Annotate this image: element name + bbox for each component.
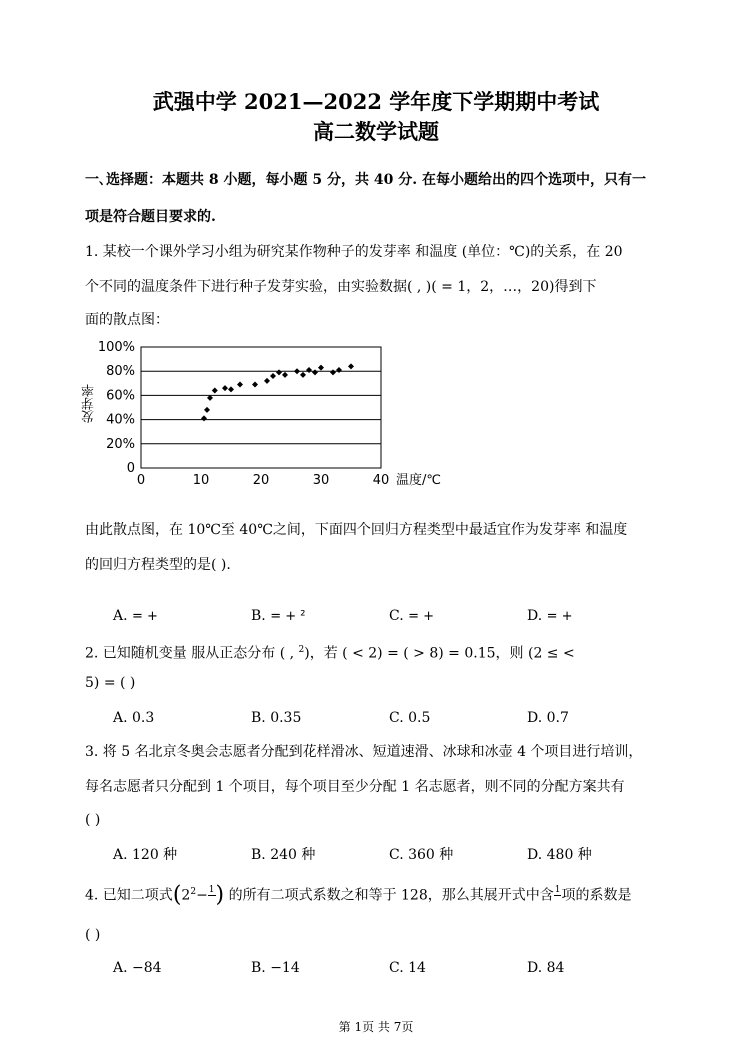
q3-option-d: D. 480 种 bbox=[527, 847, 592, 863]
chart-point bbox=[282, 372, 288, 378]
chart-y-tick-label: 60% bbox=[106, 388, 135, 404]
q2-line1 bbox=[85, 640, 575, 664]
q2-line1-a: 2. 已知随机变量 服从正态分布 ( , bbox=[85, 645, 299, 662]
q1-option-b bbox=[251, 606, 305, 627]
q4-term-fraction-numerator: 1 bbox=[554, 885, 561, 896]
chart-x-tick-label: 20 bbox=[252, 473, 270, 488]
q4-fraction-numerator: 1 bbox=[208, 885, 215, 896]
q4-option-b: B. −14 bbox=[251, 960, 300, 976]
scatter-chart bbox=[78, 336, 458, 490]
q1-after-line2: 的回归方程类型的是( ). bbox=[85, 557, 231, 573]
q2-sigma-exponent: 2 bbox=[298, 645, 305, 655]
q4-binom-a: 2 bbox=[181, 887, 191, 904]
chart-y-ticks bbox=[98, 340, 135, 476]
chart-point bbox=[228, 386, 234, 392]
chart-plot-frame bbox=[141, 347, 381, 468]
chart-y-tick-label: 100% bbox=[97, 340, 135, 355]
chart-point bbox=[312, 369, 318, 375]
q3-line2: 每名志愿者只分配到 1 个项目，每个项目至少分配 1 名志愿者，则不同的分配方案共有 bbox=[85, 779, 625, 795]
chart-point bbox=[237, 382, 243, 388]
section-heading-line1: 一､选择题：本题共 8 小题，每小题 5 分，共 40 分. 在每小题给出的四个选项中，只有一 bbox=[85, 172, 646, 188]
chart-points bbox=[201, 363, 354, 421]
q4-prefix: 4. 已知二项式 bbox=[85, 887, 173, 904]
chart-x-tick-label: 10 bbox=[192, 473, 210, 488]
q2-line1-b: )，若 ( < 2) = ( > 8) = 0.15，则 (2 ≤ < bbox=[304, 645, 575, 662]
q1-line1: 1. 某校一个课外学习小组为研究某作物种子的发芽率 和温度 (单位：℃)的关系，在 20 bbox=[85, 244, 623, 260]
chart-point bbox=[212, 388, 218, 394]
chart-point bbox=[336, 367, 342, 373]
q4-line1 bbox=[85, 882, 631, 906]
q1-option-d-label: D. bbox=[527, 608, 543, 624]
q1-option-b-label: B. bbox=[251, 608, 266, 624]
q1-option-d-text: = + bbox=[546, 609, 573, 624]
q1-after-line1: 由此散点图，在 10℃至 40℃之间，下面四个回归方程类型中最适宜作为发芽率 和温度 bbox=[85, 522, 628, 538]
q4-paren-right: ) bbox=[215, 882, 225, 908]
chart-point bbox=[300, 372, 306, 378]
q4-binom-minus: − bbox=[196, 887, 208, 904]
chart-y-tick-label: 0 bbox=[126, 461, 135, 476]
q1-option-c-text: = + bbox=[408, 609, 435, 624]
chart-point bbox=[264, 378, 270, 384]
q4-option-d: D. 84 bbox=[527, 960, 565, 976]
q2-option-d: D. 0.7 bbox=[527, 710, 569, 726]
chart-y-axis-label: 发芽率 bbox=[82, 384, 97, 423]
q4-paren-left: ( bbox=[172, 882, 182, 908]
chart-x-tick-label: 0 bbox=[136, 473, 146, 488]
q3-option-c: C. 360 种 bbox=[389, 847, 454, 863]
q1-option-a bbox=[113, 606, 158, 627]
q4-suffix2: 项的系数是 bbox=[561, 887, 632, 904]
chart-point bbox=[294, 368, 300, 374]
q1-option-d bbox=[527, 606, 573, 627]
q4-option-a: A. −84 bbox=[113, 960, 162, 976]
chart-grid bbox=[141, 347, 381, 468]
q2-option-b: B. 0.35 bbox=[251, 710, 302, 726]
chart-point bbox=[318, 365, 324, 371]
chart-point bbox=[330, 369, 336, 375]
q4-option-c: C. 14 bbox=[389, 960, 426, 976]
q1-option-c bbox=[389, 606, 434, 627]
q1-option-a-label: A. bbox=[113, 608, 128, 624]
chart-point bbox=[252, 382, 258, 388]
chart-x-tick-label: 40 bbox=[372, 473, 390, 488]
chart-point bbox=[270, 373, 276, 379]
chart-x-label: 温度/℃ bbox=[396, 473, 441, 488]
q1-option-b-text: = + ² bbox=[270, 609, 306, 624]
q3-line3: ( ) bbox=[85, 812, 101, 828]
q2-option-a: A. 0.3 bbox=[113, 710, 155, 726]
q2-option-c: C. 0.5 bbox=[389, 710, 431, 726]
chart-point bbox=[306, 367, 312, 373]
q4-suffix: 的所有二项式系数之和等于 128，那么其展开式中含 bbox=[228, 887, 554, 904]
q3-option-a: A. 120 种 bbox=[113, 847, 178, 863]
exam-title: 武强中学 2021—2022 学年度下学期期中考试 bbox=[152, 89, 600, 114]
q2-line2: 5) = ( ) bbox=[85, 675, 136, 691]
q1-option-c-label: C. bbox=[389, 608, 404, 624]
q1-option-a-text: = + bbox=[132, 609, 158, 624]
section-heading-line2: 项是符合题目要求的. bbox=[85, 209, 216, 225]
q3-line1: 3. 将 5 名北京冬奥会志愿者分配到花样滑冰、短道速滑、冰球和冰壶 4 个项目进行培训， bbox=[85, 744, 643, 760]
chart-point bbox=[348, 363, 354, 369]
chart-y-tick-label: 20% bbox=[106, 436, 135, 452]
chart-y-tick-label: 40% bbox=[106, 412, 135, 428]
q4-fraction bbox=[208, 886, 216, 905]
page-footer: 第 1页 共 7页 bbox=[338, 1020, 414, 1034]
q1-line3: 面的散点图： bbox=[85, 312, 169, 328]
chart-point bbox=[201, 415, 207, 421]
chart-x-ticks bbox=[137, 473, 389, 488]
q3-option-b: B. 240 种 bbox=[251, 847, 316, 863]
chart-point bbox=[204, 407, 210, 413]
chart-point bbox=[222, 385, 228, 391]
chart-x-tick-label: 30 bbox=[312, 473, 330, 488]
exam-subtitle: 高二数学试题 bbox=[313, 119, 439, 144]
q1-line2: 个不同的温度条件下进行种子发芽实验，由实验数据( , )( = 1，2，…，20)得到下 bbox=[85, 279, 597, 295]
chart-y-tick-label: 80% bbox=[106, 364, 135, 380]
q4-line2: ( ) bbox=[85, 927, 101, 943]
q4-exponent: 2 bbox=[190, 887, 197, 897]
chart-point bbox=[276, 369, 282, 375]
